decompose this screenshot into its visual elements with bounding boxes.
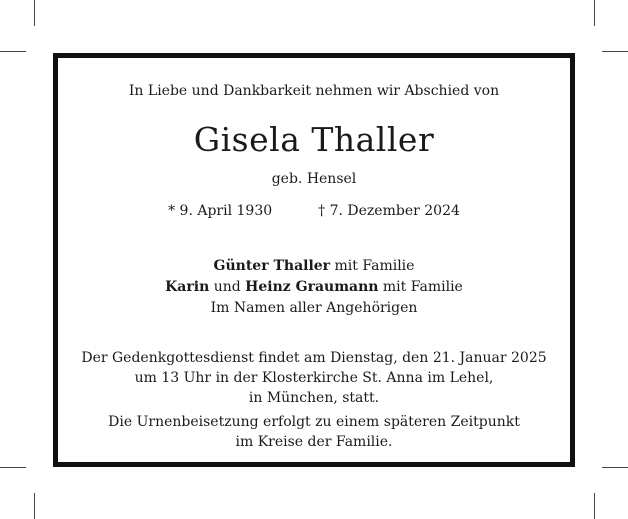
deceased-name: Gisela Thaller [193,120,435,159]
crop-mark-bottom-left-horizontal [0,467,26,468]
life-dates [58,202,570,220]
mourner-text: mit Familie [330,258,415,274]
urn-line: im Kreise der Familie. [235,434,393,450]
service-line: in München, statt. [248,390,380,406]
mourner-name: Karin [165,279,210,295]
obituary-frame [53,53,575,467]
crop-mark-top-right-horizontal [602,51,628,52]
mourner-line [58,256,570,277]
mourners-list [58,256,570,319]
crop-mark-bottom-left-vertical [34,493,35,519]
death-date: † 7. Dezember 2024 [318,203,460,219]
crop-mark-bottom-right-vertical [594,493,595,519]
service-line: um 13 Uhr in der Klosterkirche St. Anna im Lehel, [134,370,494,386]
service-line: Der Gedenkgottesdienst findet am Dienstag, den 21. Januar 2025 [81,350,547,366]
mourner-text: mit Familie [378,279,463,295]
crop-mark-bottom-right-horizontal [602,467,628,468]
birth-date: * 9. April 1930 [168,203,273,219]
crop-mark-top-left-horizontal [0,51,26,52]
crop-mark-top-right-vertical [594,0,595,26]
urn-line: Die Urnenbeisetzung erfolgt zu einem späteren Zeitpunkt [108,414,520,430]
intro-line: In Liebe und Dankbarkeit nehmen wir Abschied von [128,83,500,99]
mourner-text: Im Namen aller Angehörigen [210,300,418,316]
mourner-name: Günter Thaller [213,258,331,274]
mourner-line [58,298,570,319]
memorial-service-info [58,348,570,408]
urn-burial-info [58,412,570,452]
maiden-name: geb. Hensel [271,171,357,187]
mourner-line [58,277,570,298]
crop-mark-top-left-vertical [34,0,35,26]
mourner-name: Heinz Graumann [245,279,379,295]
mourner-text: und [209,279,246,295]
